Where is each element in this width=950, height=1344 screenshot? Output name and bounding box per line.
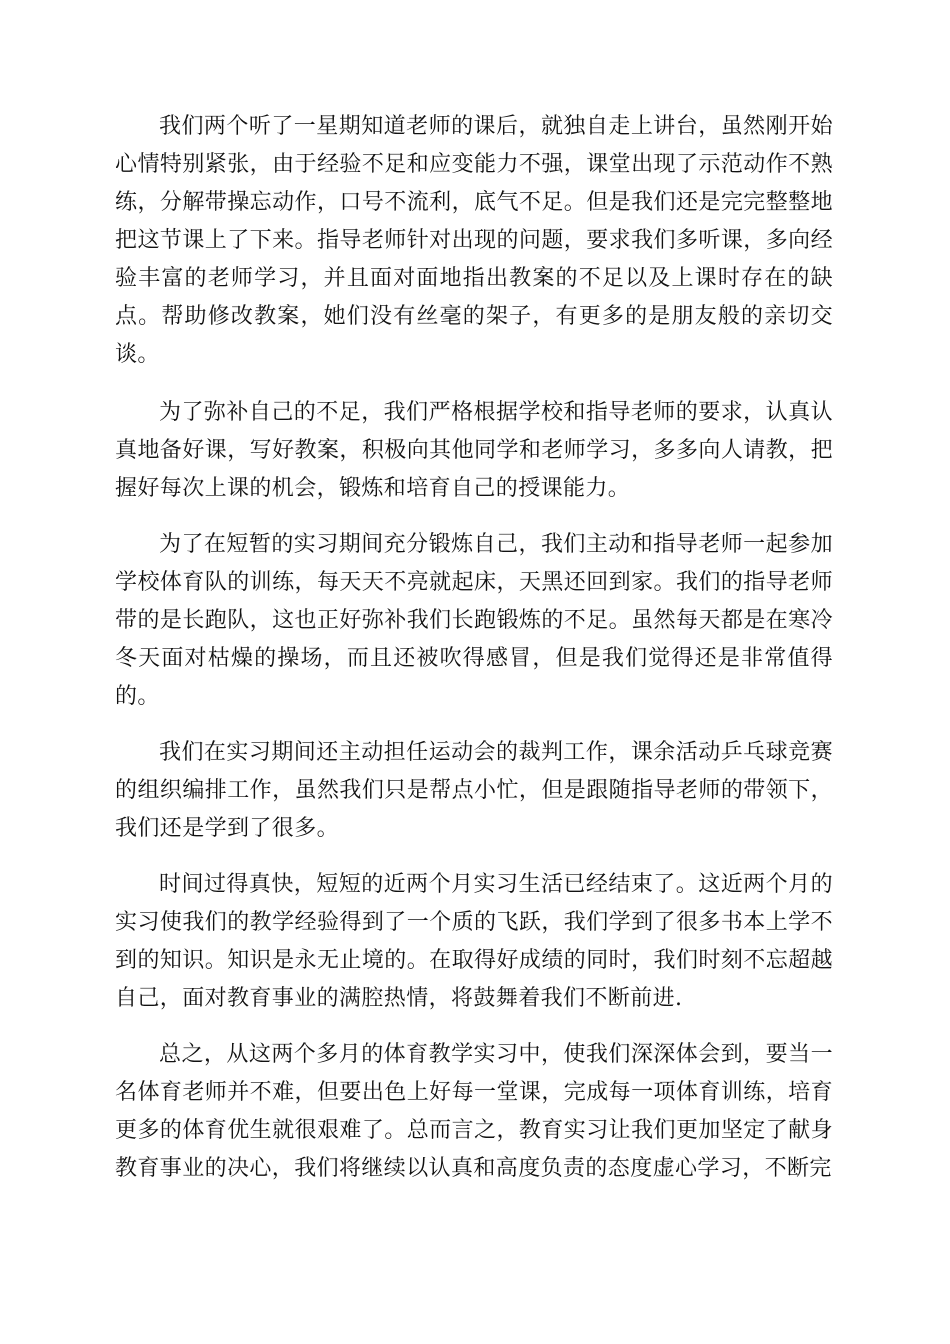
paragraph-4: 我们在实习期间还主动担任运动会的裁判工作，课余活动乒乓球竞赛的组织编排工作，虽然我们只是帮点小忙，但是跟随指导老师的带领下，我们还是学到了很多。 (115, 740, 833, 841)
paragraph-6: 总之，从这两个多月的体育教学实习中，使我们深深体会到，要当一名体育老师并不难，但要出色上好每一堂课，完成每一项体育训练，培育更多的体育优生就很艰难了。总而言之，教育实习让我们更加坚定了献身教育事业的决心，我们将继续以认真和高度负责的态度虚心学习，不断完 (115, 1042, 833, 1181)
paragraph-3: 为了在短暂的实习期间充分锻炼自己，我们主动和指导老师一起参加学校体育队的训练，每天天不亮就起床，天黑还回到家。我们的指导老师带的是长跑队，这也正好弥补我们长跑锻炼的不足。虽然每天都是在寒冷冬天面对枯燥的操场，而且还被吹得感冒，但是我们觉得还是非常值得的。 (115, 532, 833, 709)
paragraph-1: 我们两个听了一星期知道老师的课后，就独自走上讲台，虽然刚开始心情特别紧张，由于经验不足和应变能力不强，课堂出现了示范动作不熟练，分解带操忘动作，口号不流利，底气不足。但是我们还是完完整整地把这节课上了下来。指导老师针对出现的问题，要求我们多听课，多向经验丰富的老师学习，并且面对面地指出教案的不足以及上课时存在的缺点。帮助修改教案，她们没有丝毫的架子，有更多的是朋友般的亲切交谈。 (115, 114, 833, 367)
paragraph-5: 时间过得真快，短短的近两个月实习生活已经结束了。这近两个月的实习使我们的教学经验得到了一个质的飞跃，我们学到了很多书本上学不到的知识。知识是永无止境的。在取得好成绩的同时，我们时刻不忘超越自己，面对教育事业的满腔热情，将鼓舞着我们不断前进. (115, 872, 833, 1011)
paragraph-2: 为了弥补自己的不足，我们严格根据学校和指导老师的要求，认真认真地备好课，写好教案，积极向其他同学和老师学习，多多向人请教，把握好每次上课的机会，锻炼和培育自己的授课能力。 (115, 400, 833, 501)
document-body (115, 108, 833, 1188)
